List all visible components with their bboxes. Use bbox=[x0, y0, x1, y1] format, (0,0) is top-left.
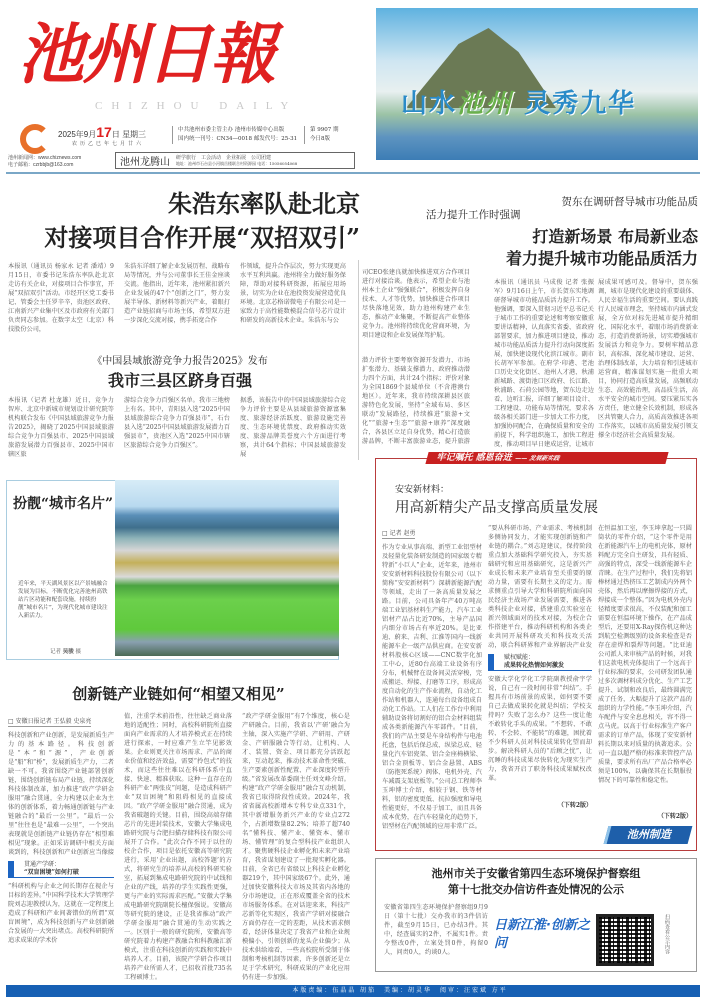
notice-headline-2: 第十七批交办信访件查处情况的公示 bbox=[448, 883, 624, 896]
innovation-col-3: “政产学研金服用”有7个维度，核心是产研融合。目前，我省以‘产研’融合为主轴，深入实施产学研、产研用、产研金、产研服融合等行动，让机构、人才、装置、资金、项目都充分活跃起来，互动起来，推动技术革命性突破、生产要素创新性配置、产业深度转型升级。”省发展改革委副主任刘文峰介绍。构建“政产学研金服用”融合互动机制，我省已取得阶段性成效。2024年，我省省属高校新增本专科专业点331个，其中新增服务新兴产业的专业点272个，占新增数量82.2%；培养了超740名“懂科技、懂产业、懂资本、懂市场、懂管理”的复合型科技产业组织人才。聚焦硬科技企业孵化和未来产业培育，我省谋划建设了一批现实孵化器。目前，全省已有省级以上科技企业孵化器219个，其中国家级67个。此外，通过加快安徽科技大市场及其省内各地的分市场建设，正在形成覆盖全省的技术市场服务体系。在对话迎来来，科技产芯新等化实现区，我省产学研对接融合方面仍存在一定的差距，从技术需求侧看，经济体量决定了我省产业和企业规模偏小，引领创新的龙头企业偏少；从技术供给端看，一些高校院所受制于体制和考核机制等因素，许多创新还是立足于学术研究，科研成果的产业化应用仍有进一步加强。 bbox=[242, 713, 350, 981]
city-photo[interactable] bbox=[115, 480, 339, 656]
chiznews-logo-icon bbox=[20, 124, 50, 154]
lead-headline-1[interactable]: 朱浩东率队赴北京 bbox=[168, 189, 360, 218]
weekday: 星期三 bbox=[122, 130, 147, 139]
footer-staff: 本版责编：伍晶晶 胡笳 美编：胡灵华 阅审：汪宏斌 方平 bbox=[292, 988, 508, 994]
publisher-line: 中共池州市委主管主办 池州市传媒中心出版 bbox=[178, 127, 285, 133]
ad-items: 研学旅行 工会活动 企业拓展 公司团建 bbox=[176, 154, 272, 161]
credit-name: 吴骏 bbox=[62, 649, 74, 655]
sidebar-heading-1 bbox=[8, 861, 114, 878]
date-day-suffix: 日 bbox=[111, 130, 120, 139]
right-headline-1: 打造新场景 布局新业态 bbox=[532, 227, 698, 246]
publisher-info bbox=[172, 126, 300, 144]
issue-number: 第 9907 期 bbox=[310, 127, 339, 133]
tourism-headline[interactable]: 我市三县区跻身百强 bbox=[107, 371, 252, 390]
feature-col-1: 作为专业从事高端、新型工业铝型材及轻量化装备研发制造的国家级专精特新“小巨人”企业，近年来，池州市安安新材料科技股份有限公司（以下简称“安安新材料”）深耕新能源汽配等领域，走出了一条高质量发展之路。目前，公司具备年产40万吨高端工业铝基材料生产能力，汽车工业铝材产品占比近70%，主导产品国内细分市场占有率近20%。是比亚迪、蔚来、吉利、江淮等国内一线新能源车企一级产品供应商。在安安新材料股核心区域——CNC数字化加工中心，近80台高端工业设备有序分布，机械臂在设备间灵活穿梭，完成搬运、焊接、打磨等工序，形成高度自动化的生产作业流程，自动化工作站和机器人，连通每台设备组成自动化工作站。工人们在工作台中利用辅助设备将切割好的铝合金材料组装成各类新能源汽车零部件。“目前，我们的产品主要是车身结构件与电池托盘，包括后保总成、纵梁总成、轻量化汽车铝瓷架、铝合金座椅横梁、铝合金顶板等、铝合金悬置、ABS（防抱死系统）阀体、电机外壳、汽车减震支架底板等。”公司总工程师李玉坤博士介绍，相较于钢、铁等材料，铝的密度更低、抗拉强度和导电性能更好，不仅易于加工，而且具备成本优势，在汽车轻量化的趋势下，铝型材在汽配领域的应用非常广泛。 bbox=[382, 544, 482, 830]
innovation-byline: □ 安徽日报记者 王弘毅 史泉亮 bbox=[8, 718, 92, 725]
right-lead-col-2: 展成果可感可及。督导中，贺东强调，城市是现代化建设的重要载体、人民幸福生活的重要空间。要认真践行人民城市理念，坚持城市内涵式发展，全方位对标先进城市提升精细化、国际化水平，着眼市场消费新业态，打造消费新场景，切实增强城市发展活力和竞争力。要树牢精品意识，高标准、深化城市建设、运营、治理体制改革，大力培育和引进城市运营商，精准谋划实施一批重大项目，协同打造高质量发展，高频联动生态、高效能治理，高品质生活，高水平安全的城市空间。要压紧压实各方责任，建立健全长效机制，形成各区共管聚人合力，高质高效推进各项工作落实，以城市高质量发展引领支撑全市经济社会高质量发展。 bbox=[598, 279, 698, 439]
banner-text-c: 灵秀九华 bbox=[524, 89, 637, 119]
innovation-col-1: 科技创新和产业创新，是发展新质生产力的基本路径。科技创新是“本”和“源”，产业创新是“船”和“桥”，发展新质生产力，二者缺一不可。我省围绕产业链部署创新链，围绕创新链布局产业链，持续深化科技体制改革，加力推进“政产学研金服用”融合贯通，全力构建以企业为主体的创新体系，着力畅通创新链与产业链融合的“最后一公里”。“最后一公里”往往也是“最难一公里”，一个突出表现就是创新链产业链仍存在“相望难相见”现象。正如采访调研中相关方面谈到的，科技创新和产业创新应当像接 bbox=[8, 732, 114, 856]
side2-kicker: 赋权赋能： bbox=[504, 654, 535, 661]
newspaper-subtitle: CHIZHOU DAILY bbox=[95, 100, 298, 112]
contact-info bbox=[8, 155, 112, 169]
innovation-col-4: “要从科研市场、产业需求、考核机制多侧协同发力，才能实现创新链和产业链的耦合。”刘志迎建议，保持阶段重点加大基础科学研究投入，夯实基础研究和应用基础研究，这是新兴产业成长和未来产业培育至关重要的原动力量，需要有长期主义的定力。需求侧重点引导大学和科研院所面向国民经济主战场产业发展需要，推进各类科技企业对接，搭建重点实验室在新兴领域面对的技术对接，为校企合作搭建平台，推动科研机构和各类企业共同开展科研攻关和科技攻关活动，联合科研界和产业界解决产业发 bbox=[488, 525, 592, 649]
feature-byline: □ 记者 赵勇 bbox=[382, 530, 416, 537]
feature-kicker: 安安新材料： bbox=[395, 485, 450, 495]
lead-col-1: 本报讯（通讯员 杨家永 记者 潘靖）9月15日，市委书记朱浩东率队赴北京走访有关企业，对接项目合作事宜，开展“双招双引”活动。市经开区党工委书记、管委会主任罗辛辛，贵池区政府、江南新兴产业集中区及市政府有关部门负责同志参加。在数字太空（北京）科技股份公司， bbox=[8, 263, 114, 333]
email-link[interactable]: 电子邮箱：czrbbjb@163.com bbox=[8, 162, 74, 168]
newspaper-logo: 池州日報 bbox=[18, 15, 274, 93]
side1-kicker: 贯通产学研： bbox=[24, 861, 61, 868]
innovation-col-4-wrap bbox=[488, 524, 592, 846]
banner-text-b: 池州 bbox=[457, 89, 514, 119]
lead-col-2: 朱浩东详细了解企业发展历程、战略布局等情况，并与公司董事长王佳金座谈交流。他指出，近年来，池州紧扣新兴企业发展的47个“创新之门”，努力发展半导体、新材料等新兴产业，着眼打造产业链招商与市场主体，希望双方进一步深化交流对接，携手拓宽合作 bbox=[124, 263, 230, 324]
kicker-line-1: 贺东在调研督导城市功能品质 bbox=[561, 196, 698, 208]
ad-name: 池州龙腾山 bbox=[120, 157, 170, 168]
right-lead-col-1: 本报讯（通讯员 马成俊 记者 张振军）9月16日上午，市长贺东实地调研督导城市功能品质活力提升工作。他强调，要深入贯彻习近平总书记关于城市工作的重要论述和考察安徽重要讲话精神，认真落实省委、省政府部署要求，加力推进项目建设，推动城市功能品质活力提升行动向深度拓展，加快建设现代化滨江城市。副市长胡军军参加。在府学·印港、老池口历史文化街区、池州人才港、秋浦新城路、渡街池口区政府、长江路、秋浦路、石荷公园等地，贺东边走边看、边听汇报，详细了解项目设计、工程建设、功能布局等情况，要求各级各相关部门进一步加大工作力度，加强协同配合，在确保质量和安全的前提下，科学组织施工，加快工程进度，推动项目早日建成运营，让城市 bbox=[494, 279, 594, 448]
feature-col-2-wrap bbox=[598, 524, 692, 824]
date-day: 17 bbox=[96, 124, 112, 140]
innovation-col-2: 值，注重学术前沿性，往往缺乏商业落地的适配性；同时，高校科研院所直接面向产业需求的人才培养模式正在持续进行探索，一时应难产生立竿见影效果。企业则更关注市场需求、产品的商业价值和经济效益，需要“拎包式”的技术，而这些往往难以在科研体系中直接、快速、精准获取。这种一直存在的科研产业“两张皮”问题，是造成科研产业“双盲困境”和阻碍相见的直接成因。“政产学研金服用”融合贯通，成为我省破题的关键。目前，围绕高端存储芯片的先进封装技术，安徽大学集成电路研究院与合肥扫描存储科技有限公司展开了合作。“此次合作不同于以往的校企合作，项目是依托安徽高等研究院进行，采用‘企业出题，高校答题’的方式，将研究生的培养从高校的科研实验室，拓展到集成电路研究院的中试线和企业的产线，培养的学生实践性更强，更与产业的实际需求匹配。”安徽大学集成电路研究院副院长檀保强说。安徽高等研究院的建设，正是我省推动“政产学研金服用”融合贯通的生动实践之一。区别于一般的研究院所，安徽高等研究院着力构建产教融合和科教融汇新模式，注重在科技创新的实践和实践中培养人才。目前，该院产学研合作项目培养产业所需人才，已招收首批735名工程硕博士。 bbox=[124, 713, 232, 981]
publication-codes: 国内统一刊号：CN34—0018 邮发代号：25-31 bbox=[178, 136, 298, 142]
side2-title: 成果转化热情如何激发 bbox=[504, 662, 565, 669]
page-count: 今日8版 bbox=[310, 136, 330, 142]
section-tag-sub: —— 发展新实践 bbox=[514, 455, 561, 462]
continued-note[interactable]: （下转2版） bbox=[557, 802, 592, 809]
right-lead-kicker bbox=[426, 196, 698, 222]
photo-credit bbox=[50, 648, 110, 656]
tourism-col-2: 游综合竞争力百强区名单。我市三地榜上有名。其中，青阳县入选“2025中国县域旅游综合竞争力百强县市”，石台县入选“2025中国县域旅游发展潜力百强县市”，贵池区入选“2025中国市辖区旅游综合竞争力百强区”。 bbox=[124, 397, 230, 449]
side1-title: “双盲困境”如何打破 bbox=[24, 869, 79, 876]
credit-suffix: 摄 bbox=[75, 649, 82, 655]
banner-text-a: 山水 bbox=[401, 89, 458, 119]
section-tag-main: 牢记嘱托 感恩奋进 bbox=[435, 453, 514, 463]
feature-headline[interactable]: 用高新精尖产品支撑高质量发展 bbox=[395, 500, 598, 516]
tourism-col-1: 本报讯（记者 杜龙雄）近日，竞争力智库、北京中新城市规划设计研究院等机构联合发布《中国县域旅游竞争力报告2025》，揭晓了2025中国县域旅游综合竞争力百强县市、2025中国县域旅游发展潜力百强县市、2025中国市辖区旅 bbox=[8, 397, 114, 458]
header-divider bbox=[6, 172, 700, 174]
innovation-col-1b: “科研机构与企业之间长期存在视企与目标的差异。”中国科学技术大学管理学院刘志迎教授认为，这就在一定程度上造成了科研和产业间著错位的所谓“双盲困境”，成为科技创新与产业创新融合发展的一大突出堵点。高校科研院所追求成果的学术价 bbox=[8, 883, 114, 944]
photo-caption: 近年来，平天湖风景区以产景城融合发展为目标，不断优化完善池州高铁站片区功能和配套设施，持续扮靓“城市名片”，为现代化城市建设注入新活力。 bbox=[18, 581, 108, 619]
notice-headline-1: 池州市关于安徽省第四生态环境保护督察组 bbox=[431, 867, 641, 880]
qr-label: 扫码查看公示内容 bbox=[664, 914, 670, 954]
photo-title: 扮靓“城市名片” bbox=[13, 496, 114, 512]
feature-col-1-wrap bbox=[382, 524, 482, 846]
ad-address: 地址：池州市石台县小河镇岳楼联合村资源园 电话：15056054068 bbox=[176, 160, 298, 166]
right-headline-2: 着力提升城市功能品质活力 bbox=[505, 249, 698, 268]
sidebar-heading-2 bbox=[488, 654, 592, 671]
section-tag bbox=[425, 452, 668, 464]
innovation-headline[interactable]: 创新链产业链如何“相望又相见” bbox=[72, 685, 285, 703]
lead-col-3: 作领域，提升合作层次，努力实现更高水平互利共赢。池州将全力做好服务保障，帮助对接科研资源，拓展应用场景，切实为企业在池投资发展营造优良环境。北京芯格诺微电子有限公司是一家致力于高性能数模混合信号芯片设计和研发的高新技术企业。朱浩东与公 bbox=[240, 263, 346, 324]
qr-code-icon[interactable] bbox=[596, 914, 654, 966]
notice-body: 安徽省第四生态环境保护督察组9月9日（第十七批）交办我市的3件信访件，截至9月15日，已办结3件。其中，经查属实的2件，不属实1件。责令整改0件，立案处罚0件，拘留0人，问责0人，约谈0人。 bbox=[384, 904, 488, 956]
feature-col-2: 在恒温加工室，李玉坤拿起一只圆筒状的零件介绍，“这个零件是用在新能源汽车上的电机壳体，原材料配方完全自主研发，具有轻质、高强的特点，深受一线新能源车企青睐。在生产过程中，我们先将铝棒材通过热挤压工艺制成内外两个壳体，然后再以摩擦焊接的方式，焊接成一个整体。”因为电机外壳内径精度要求很高，不仅装配和加工需要在恒温环境下操作，在产品成型后，还要用X-Ray探伤机这种达到航空检测级别的设备来检查是否存在虚焊和裂焊等问题。“比亚迪公司派人来审核产品的时候，对我们这款电机壳体提出了一个远高于行业标准的要求，公司研发团队通过多次调材料成分优化、生产工艺提升、试制和改良后，最终圆满完成了任务，大幅提升了这款产品的组织的力学性能。”李玉坤介绍，汽车配件与安全息息相关，容不得一点马虎。以高于行业标准生产客户需求的订单产品，体现了安安新材料长期以来对质量的执著追求。公司一直以超严格的标准来管控产品质量，要求所有出厂产品合格率必须是100%，以确保其在长期服役情况下的可靠性和稳定性。 bbox=[598, 525, 692, 784]
column-logo: 日新江淮·创新之问 bbox=[494, 917, 590, 951]
tourism-col-4: 潜力评价主要考察资源开发潜力、市场扩张潜力、基础支撑潜力、政府推动潜力四个方面，共计24个指标；评价对象为全国1869个县域单位（不含港澳台地区）。近年来，我市持续深耕县区旅游特色化发展，坚持“全域布局、多区联动”发展路径，持续推进“旅游+文化”“旅游+生态”“旅游+康养”深度融合，各县区立足自身优势，精心打造旅游品牌，不断丰富旅游业态，提升旅游 bbox=[362, 357, 470, 445]
right-lead-headline[interactable] bbox=[426, 226, 698, 270]
banner-slogan bbox=[401, 83, 636, 120]
longtengshan-ad[interactable] bbox=[115, 152, 355, 169]
column-divider bbox=[358, 260, 359, 460]
tourism-kicker: 《中国县域旅游竞争力报告2025》发布 bbox=[92, 356, 268, 367]
date-year-month: 2025年9月 bbox=[58, 130, 97, 139]
feature-continued[interactable]: （下转2版） bbox=[657, 813, 692, 820]
innovation-col-1-wrap bbox=[8, 712, 114, 982]
website-link[interactable]: 池州新闻网：www.chiznews.com bbox=[8, 155, 82, 161]
kicker-line-2: 活力提升工作时强调 bbox=[426, 209, 521, 221]
lunar-date: 农历乙巳年七月廿六 bbox=[72, 141, 145, 147]
tourism-col-3: 据悉，该报告中的中国县域旅游综合竞争力评价主要是从县域旅游资源富集度、旅游经济活跃度、旅游设施完善度、生态环境优禁度、政府推动实效度、旅游品牌美誉度六个方面进行考察，共计64个指标；中国县域旅游发展 bbox=[240, 397, 346, 458]
chizhou-manufacturing-badge: 池州制造 bbox=[604, 826, 693, 844]
innovation-col-4b: 安徽大学化学化工学院副教授俞宇学说，自己有一段时间非常“纠结”。手握具有市场前景的成果，如何要不要自己去做成果转化就是纠结；学校支持吗？失败了怎么办？这些一度让他不敢转化手头的成果。“不想转、不敢转、不会转、不能转”的难题，困扰着不少科研人员对科技成果转化望而却步。解决科研人员的“后顾之忧”，让沉睡的科技成果尽快转化为现实生产力，我省开启了职务科技成果赋权改革。 bbox=[488, 676, 592, 782]
lead-headline-2[interactable]: 对接项目合作开展“双招双引” bbox=[44, 223, 360, 252]
lead-col-4: 司CEO张建良就加快推进双方合作项目进行对接洽谈。他表示，希望企业与池州本土企业“强强联合”，积极发挥自身技术、人才等优势，加快推进合作项目尽快落地见效，助力池州构建产业生态，推动产业集聚，不断提高产业整体竞争力。池州将持续优化营商环境，为项目建设和企业发展保驾护航。 bbox=[362, 269, 470, 339]
tourism-banner-ad[interactable] bbox=[376, 8, 698, 160]
issue-info bbox=[304, 126, 360, 144]
notice-headline[interactable] bbox=[380, 866, 692, 898]
credit-label: 记者 bbox=[50, 649, 62, 655]
